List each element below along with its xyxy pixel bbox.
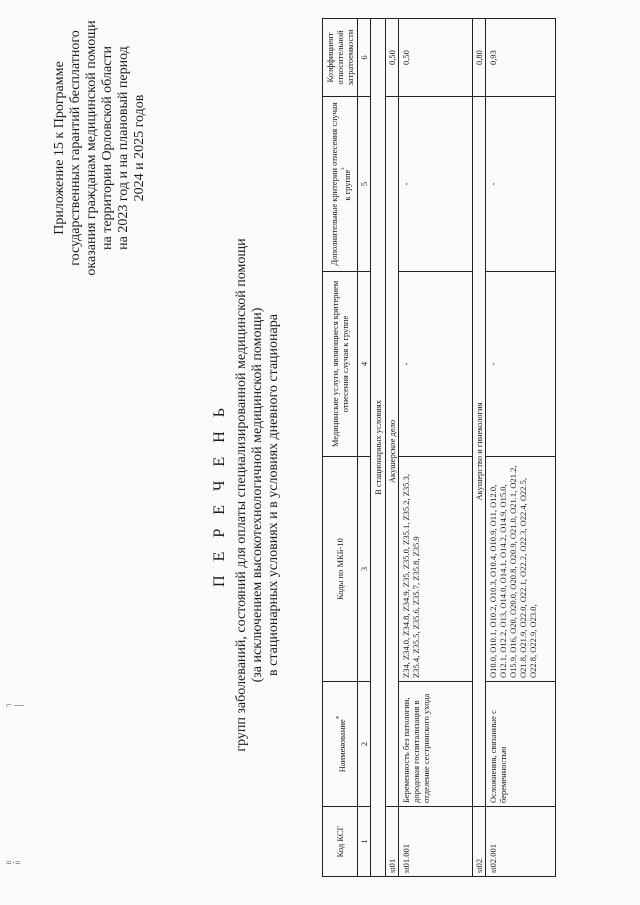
ksg-name: Беременность без патологии, дородовая госпитализация в отделение сестринского ухода xyxy=(399,682,473,807)
group-row xyxy=(386,19,399,877)
table-header-row xyxy=(323,19,358,877)
header-mkb: Коды по МКБ-10 xyxy=(323,457,358,682)
ksg-name: Осложнения, связанные с беременностью xyxy=(486,682,556,807)
column-number-row xyxy=(358,19,371,877)
document-heading xyxy=(212,235,282,755)
col-number: 6 xyxy=(358,19,371,97)
col-number: 3 xyxy=(358,457,371,682)
mkb-codes: O10.0, O10.1, O10.2, O10.3, O10.4, O10.9, O11, O12.0, O12.1, O12.2, O13, O14.0, O14.1, O14.2, O14.9, O15.0, O15.9, O16, O20, O20.0, O20.8, O20.9, O21.0, O21.1, O21.2, O21.8, O21.9, O22.0, O22.1, O22.2, O22.3, O22.4, O22.5, O22.8, O22.9, O23.0, xyxy=(486,457,556,682)
coefficient-cell: 0,93 xyxy=(486,19,556,97)
heading-line-1: групп заболеваний, состояний для оплаты специализированной медицинской помощи xyxy=(234,238,249,752)
ksg-code: st01.001 xyxy=(399,807,473,877)
heading-line-3: в стационарных условиях и в условиях дневного стационара xyxy=(266,314,281,676)
col-number: 4 xyxy=(358,272,371,457)
header-extra-criteria: Дополнительные критерии отнесения случая к группе$^{^2}$ xyxy=(323,97,358,272)
group-coefficient: 0,50 xyxy=(386,19,399,97)
group-row xyxy=(473,19,486,877)
appendix-line: на 2023 год и на плановый период xyxy=(116,46,131,250)
col-number: 5 xyxy=(358,97,371,272)
header-code: Код КСГ xyxy=(323,807,358,877)
scan-mark-bottom: =·= xyxy=(6,858,21,869)
group-title: Акушерское дело xyxy=(386,97,399,807)
coefficient-cell: 0,50 xyxy=(399,19,473,97)
services-cell: - xyxy=(399,272,473,457)
group-code: st02 xyxy=(473,807,486,877)
appendix-line: оказания гражданам медицинской помощи xyxy=(84,20,99,276)
heading-line-2: (за исключением высокотехнологичной медицинской помощи) xyxy=(250,307,265,683)
header-services: Медицинские услуги, являющиеся критерием отнесения случая к группе xyxy=(323,272,358,457)
appendix-line: Приложение 15 к Программе xyxy=(52,61,67,235)
group-coefficient: 0,80 xyxy=(473,19,486,97)
ksg-table xyxy=(322,18,556,877)
section-label: В стационарных условиях xyxy=(371,19,386,877)
appendix-line: государственных гарантий бесплатного xyxy=(68,30,83,266)
section-row xyxy=(371,19,386,877)
group-code: st01 xyxy=(386,807,399,877)
appendix-line: на территории Орловской области xyxy=(100,46,115,250)
appendix-line: 2024 и 2025 годов xyxy=(132,94,147,202)
services-cell: - xyxy=(486,272,556,457)
extra-criteria-cell: - xyxy=(399,97,473,272)
ksg-code: st02.001 xyxy=(486,807,556,877)
table-row xyxy=(399,19,473,877)
extra-criteria-cell: - xyxy=(486,97,556,272)
group-title: Акушерство и гинекология xyxy=(473,97,486,807)
scan-mark-top: ⌐ — xyxy=(6,700,25,711)
appendix-note xyxy=(52,13,148,283)
header-name: Наименование* xyxy=(323,682,358,807)
col-number: 2 xyxy=(358,682,371,807)
mkb-codes: Z34, Z34.0, Z34.8, Z34.9, Z35, Z35.0, Z35.1, Z35.2, Z35.3, Z35.4, Z35.5, Z35.6, Z35.7, Z35.8, Z35.9 xyxy=(399,457,473,682)
document-title: П Е Р Е Ч Е Н Ь xyxy=(211,403,228,587)
table-row xyxy=(486,19,556,877)
header-coefficient: Коэффициент относительной затратоемкости xyxy=(323,19,358,97)
col-number: 1 xyxy=(358,807,371,877)
